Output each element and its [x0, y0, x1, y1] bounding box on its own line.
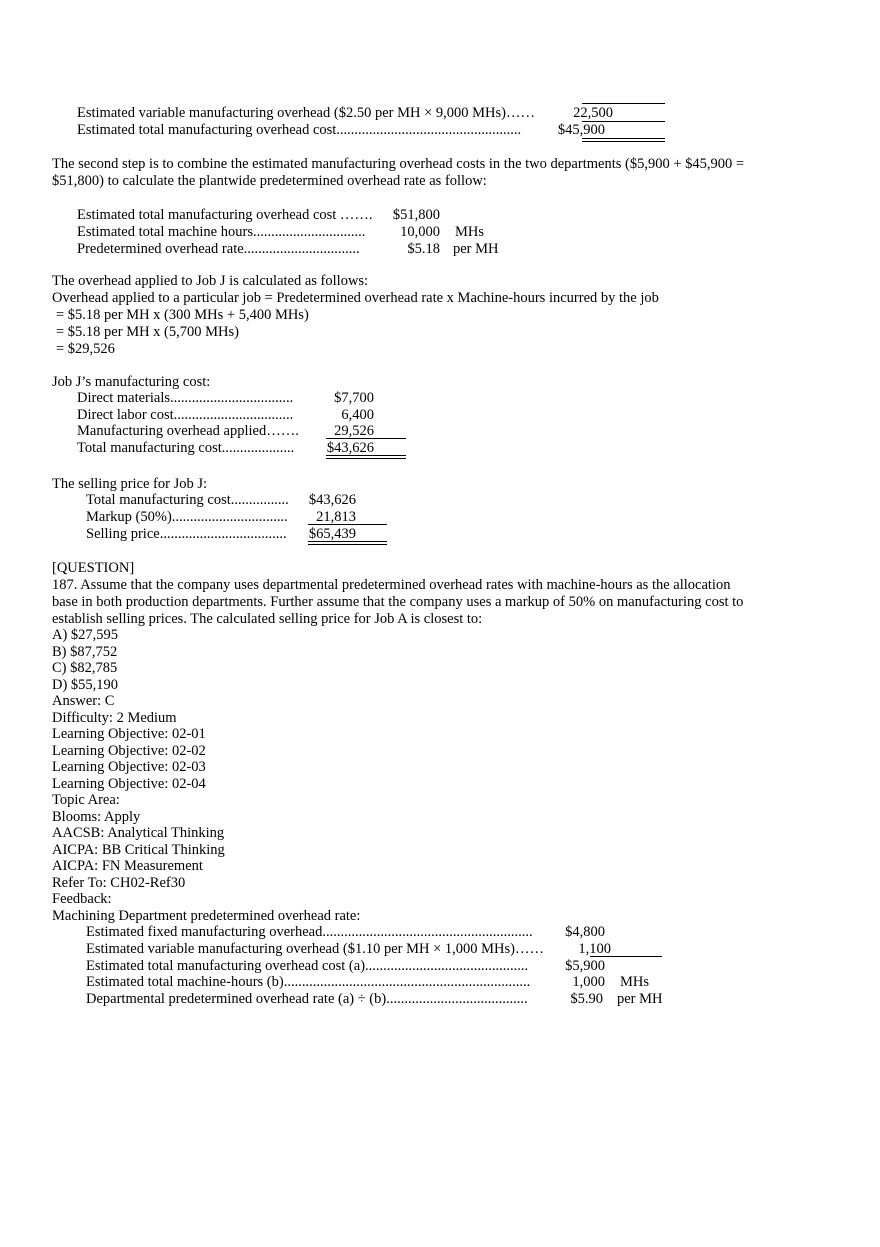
machining-underline — [590, 956, 662, 957]
job-cost-value: $7,700 — [334, 390, 374, 406]
selling-value: $43,626 — [308, 492, 356, 508]
question-meta: Topic Area: — [52, 792, 120, 808]
overhead-applied-line: = $5.18 per MH x (5,700 MHs) — [56, 324, 239, 340]
top-row-label: Estimated total manufacturing overhead cost................................................... — [77, 122, 522, 138]
selling-label: Total manufacturing cost................ — [86, 492, 289, 508]
job-cost-value: 6,400 — [341, 407, 374, 423]
selling-value: 21,813 — [316, 509, 356, 525]
plantwide-value: $51,800 — [392, 207, 440, 223]
selling-label: Selling price................................... — [86, 526, 287, 542]
question-meta: AACSB: Analytical Thinking — [52, 825, 225, 841]
question-meta: Learning Objective: 02-02 — [52, 743, 206, 759]
top-total-double-underline — [582, 138, 665, 142]
machining-label: Estimated variable manufacturing overhead ($1.10 per MH × 1,000 MHs)…… — [86, 941, 544, 957]
overhead-applied-line: = $29,526 — [56, 341, 115, 357]
selling-heading: The selling price for Job J: — [52, 476, 208, 492]
job-cost-label: Direct materials.................................. — [77, 390, 294, 406]
job-cost-label: Manufacturing overhead applied……. — [77, 423, 299, 439]
machining-label: Estimated total manufacturing overhead cost (a)............................................. — [86, 958, 529, 974]
top-row-value: $45,900 — [557, 122, 605, 138]
machining-value: $4,800 — [565, 924, 605, 940]
answer-option: A) $27,595 — [52, 627, 119, 643]
job-cost-heading: Job J’s manufacturing cost: — [52, 374, 211, 390]
plantwide-label: Estimated total manufacturing overhead cost ……. — [77, 207, 373, 223]
plantwide-label: Predetermined overhead rate................................ — [77, 241, 360, 257]
overhead-applied-line: The overhead applied to Job J is calculated as follows: — [52, 273, 369, 289]
question-meta: Learning Objective: 02-04 — [52, 776, 206, 792]
question-meta: Answer: C — [52, 693, 115, 709]
plantwide-label: Estimated total machine hours............................... — [77, 224, 366, 240]
machining-value: $5.90 — [570, 991, 603, 1007]
answer-option: B) $87,752 — [52, 644, 118, 660]
question-meta: AICPA: FN Measurement — [52, 858, 203, 874]
question-meta: Learning Objective: 02-03 — [52, 759, 206, 775]
overhead-applied-line: Overhead applied to a particular job = Predetermined overhead rate x Machine-hours incurred by the job — [52, 290, 659, 306]
job-cost-underline — [326, 438, 406, 439]
answer-option: C) $82,785 — [52, 660, 118, 676]
job-cost-value: $43,626 — [326, 440, 374, 456]
selling-double-underline — [308, 541, 387, 545]
plantwide-value: $5.18 — [407, 241, 440, 257]
machining-value: $5,900 — [565, 958, 605, 974]
question-meta: Refer To: CH02-Ref30 — [52, 875, 186, 891]
question-meta: Learning Objective: 02-01 — [52, 726, 206, 742]
top-rule — [582, 103, 665, 104]
machining-label: Departmental predetermined overhead rate (a) ÷ (b)....................................... — [86, 991, 528, 1007]
job-cost-value: 29,526 — [334, 423, 374, 439]
machining-value: 1,000 — [572, 974, 605, 990]
machining-unit: per MH — [617, 991, 663, 1007]
plantwide-unit: per MH — [453, 241, 499, 257]
plantwide-value: 10,000 — [400, 224, 440, 240]
machining-unit: MHs — [620, 974, 650, 990]
question-meta: AICPA: BB Critical Thinking — [52, 842, 225, 858]
combine-paragraph: The second step is to combine the estimated manufacturing overhead costs in the two departments ($5,900 + $45,900 = $51,800) to calculate the plantwide predetermined overhead rate as follow: — [52, 156, 745, 189]
answer-option: D) $55,190 — [52, 677, 119, 693]
job-cost-label: Direct labor cost................................. — [77, 407, 294, 423]
job-cost-double-underline — [326, 455, 406, 459]
question-tag: [QUESTION] — [52, 560, 135, 576]
question-text: 187. Assume that the company uses departmental predetermined overhead rates with machine-hours as the allocation base in both production departments. Further assume that the company uses a markup of 50% on manufacturing cost to establish selling prices. The calculated selling price for Job A is closest to: — [52, 577, 744, 627]
selling-label: Markup (50%)................................ — [86, 509, 288, 525]
question-meta: Blooms: Apply — [52, 809, 141, 825]
question-meta: Feedback: — [52, 891, 112, 907]
plantwide-unit: MHs — [455, 224, 485, 240]
job-cost-label: Total manufacturing cost.................... — [77, 440, 295, 456]
machining-label: Estimated total machine-hours (b).................................................................... — [86, 974, 531, 990]
overhead-applied-line: = $5.18 per MH x (300 MHs + 5,400 MHs) — [56, 307, 309, 323]
question-meta: Difficulty: 2 Medium — [52, 710, 177, 726]
selling-underline — [308, 524, 387, 525]
top-row-value: 22,500 — [573, 105, 613, 121]
machining-label: Estimated fixed manufacturing overhead.......................................................... — [86, 924, 533, 940]
machining-value: 1,100 — [578, 941, 611, 957]
top-row-label: Estimated variable manufacturing overhead ($2.50 per MH × 9,000 MHs)…… — [77, 105, 535, 121]
machining-heading: Machining Department predetermined overhead rate: — [52, 908, 361, 924]
selling-value: $65,439 — [308, 526, 356, 542]
